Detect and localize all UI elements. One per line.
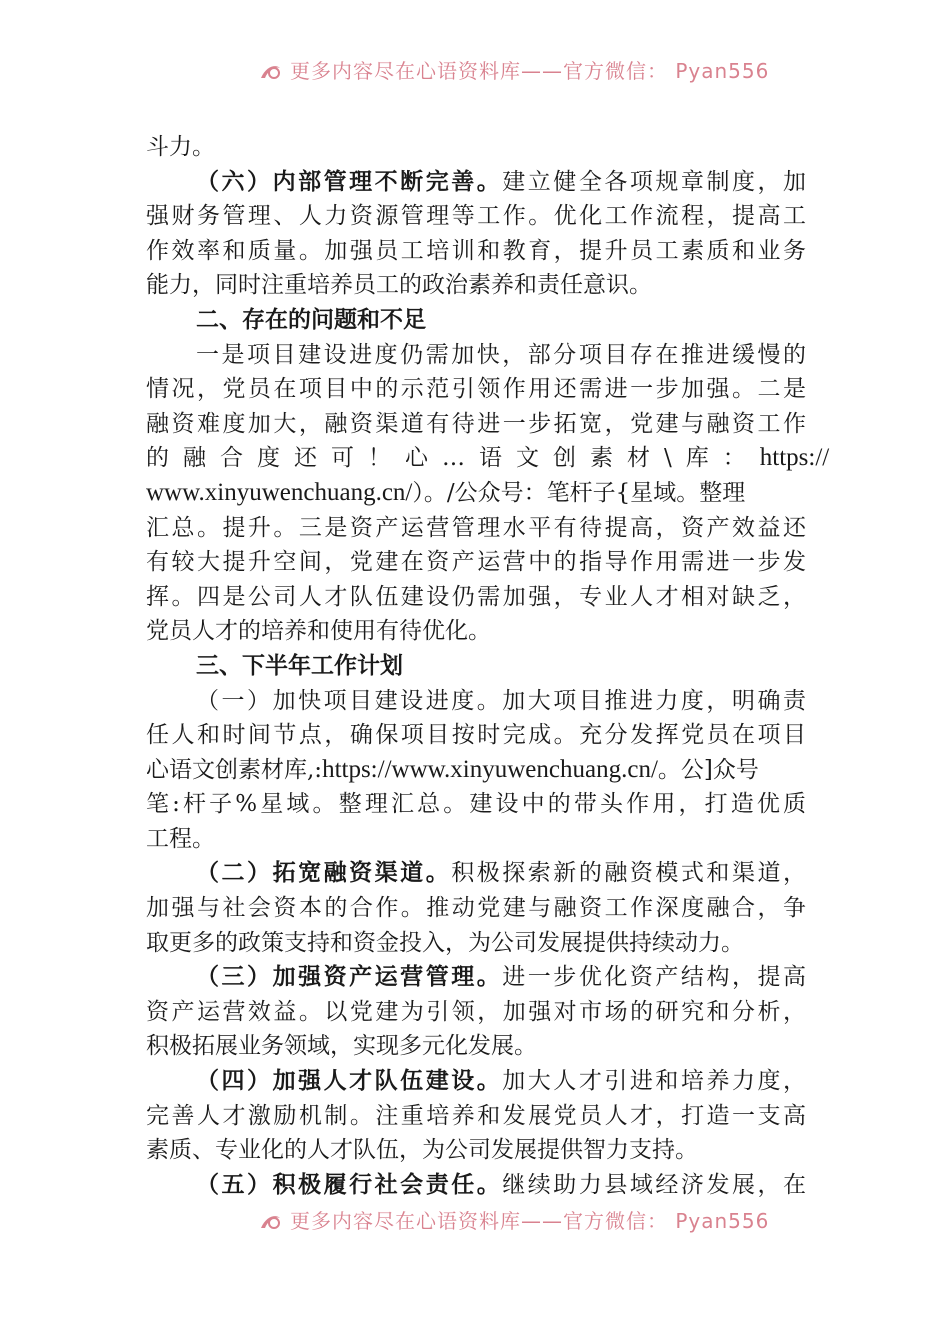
paragraph-line: （六）内部管理不断完善。建立健全各项规章制度，加 [196,167,807,195]
footer-watermark [258,1206,770,1236]
paragraph-line: 心语文创素材库,:https://www.xinyuwenchuang.cn/。公]众号 [146,755,759,783]
paragraph-line: （二）拓宽融资渠道。积极探索新的融资模式和渠道， [196,859,807,887]
logo-icon [258,60,284,82]
paragraph-line: 资产运营效益。以党建为引领，加强对市场的研究和分析， [146,998,806,1025]
logo-icon [258,1210,284,1232]
paragraph-line: www.xinyuwenchuang.cn/）。/公众号：笔杆子{星域。整理 [146,478,746,506]
paragraph-line: 能力，同时注重培养员工的政治素养和责任意识。 [146,272,652,299]
paragraph-line: 融资难度加大，融资渠道有待进一步拓宽，党建与融资工作 [146,410,806,437]
paragraph-line: 挥。四是公司人才队伍建设仍需加强，专业人才相对缺乏， [146,583,806,610]
document-body [146,130,830,1202]
paragraph-line: 的融合度还可！心…语文创素材\库： https:// [146,441,806,476]
paragraph-line: 作效率和质量。加强员工培训和教育，提升员工素质和业务 [146,237,806,264]
item-lead: （六）内部管理不断完善。 [196,167,503,195]
paragraph-line: 一是项目建设进度仍需加快，部分项目存在推进缓慢的 [196,341,806,368]
paragraph-line: 积极拓展业务领域，实现多元化发展。 [146,1033,537,1060]
paragraph-line: 党员人才的培养和使用有待优化。 [146,618,491,645]
paragraph-line: （一）加快项目建设进度。加大项目推进力度，明确责 [196,687,806,714]
paragraph-line: 取更多的政策支持和资金投入，为公司发展提供持续动力。 [146,929,744,956]
paragraph-line: （四）加强人才队伍建设。加大人才引进和培养力度， [196,1067,807,1095]
item-lead: （三）加强资产运营管理。 [196,963,503,991]
paragraph-line: （五）积极履行社会责任。继续助力县域经济发展，在 [196,1170,807,1198]
url-text: www.xinyuwenchuang.cn/ [146,478,413,506]
paragraph-line: 汇总。提升。三是资产运营管理水平有待提高，资产效益还 [146,514,806,541]
paragraph-line: 强财务管理、人力资源管理等工作。优化工作流程，提高工 [146,203,806,230]
paragraph-line: 完善人才激励机制。注重培养和发展党员人才，打造一支高 [146,1102,806,1129]
paragraph-line: 任人和时间节点，确保项目按时完成。充分发挥党员在项目 [146,722,806,749]
paragraph-line: 斗力。 [146,134,215,160]
paragraph-line: 有较大提升空间，党建在资产运营中的指导作用需进一步发 [146,549,806,576]
url-text: https://www.xinyuwenchuang.cn/ [322,755,658,783]
section-heading: 二、存在的问题和不足 [196,306,426,333]
header-watermark [258,56,770,86]
paragraph-line: 笔:杆子%星域。整理汇总。建设中的带头作用，打造优质 [146,791,806,818]
url-text: https:// [759,444,830,472]
paragraph-line: 素质、专业化的人才队伍，为公司发展提供智力支持。 [146,1137,698,1164]
paragraph-line: （三）加强资产运营管理。进一步优化资产结构，提高 [196,963,807,991]
paragraph-line: 工程。 [146,825,215,852]
paragraph-line: 情况，党员在项目中的示范引领作用还需进一步加强。二是 [146,376,806,403]
section-heading: 三、下半年工作计划 [196,652,403,679]
item-lead: （二）拓宽融资渠道。 [196,859,452,887]
watermark-text: 更多内容尽在心语资料库——官方微信： Pyan556 [290,59,770,83]
watermark-text: 更多内容尽在心语资料库——官方微信： Pyan556 [290,1209,770,1233]
item-lead: （四）加强人才队伍建设。 [196,1067,503,1095]
item-lead: （五）积极履行社会责任。 [196,1170,503,1198]
paragraph-line: 加强与社会资本的合作。推动党建与融资工作深度融合，争 [146,895,806,922]
